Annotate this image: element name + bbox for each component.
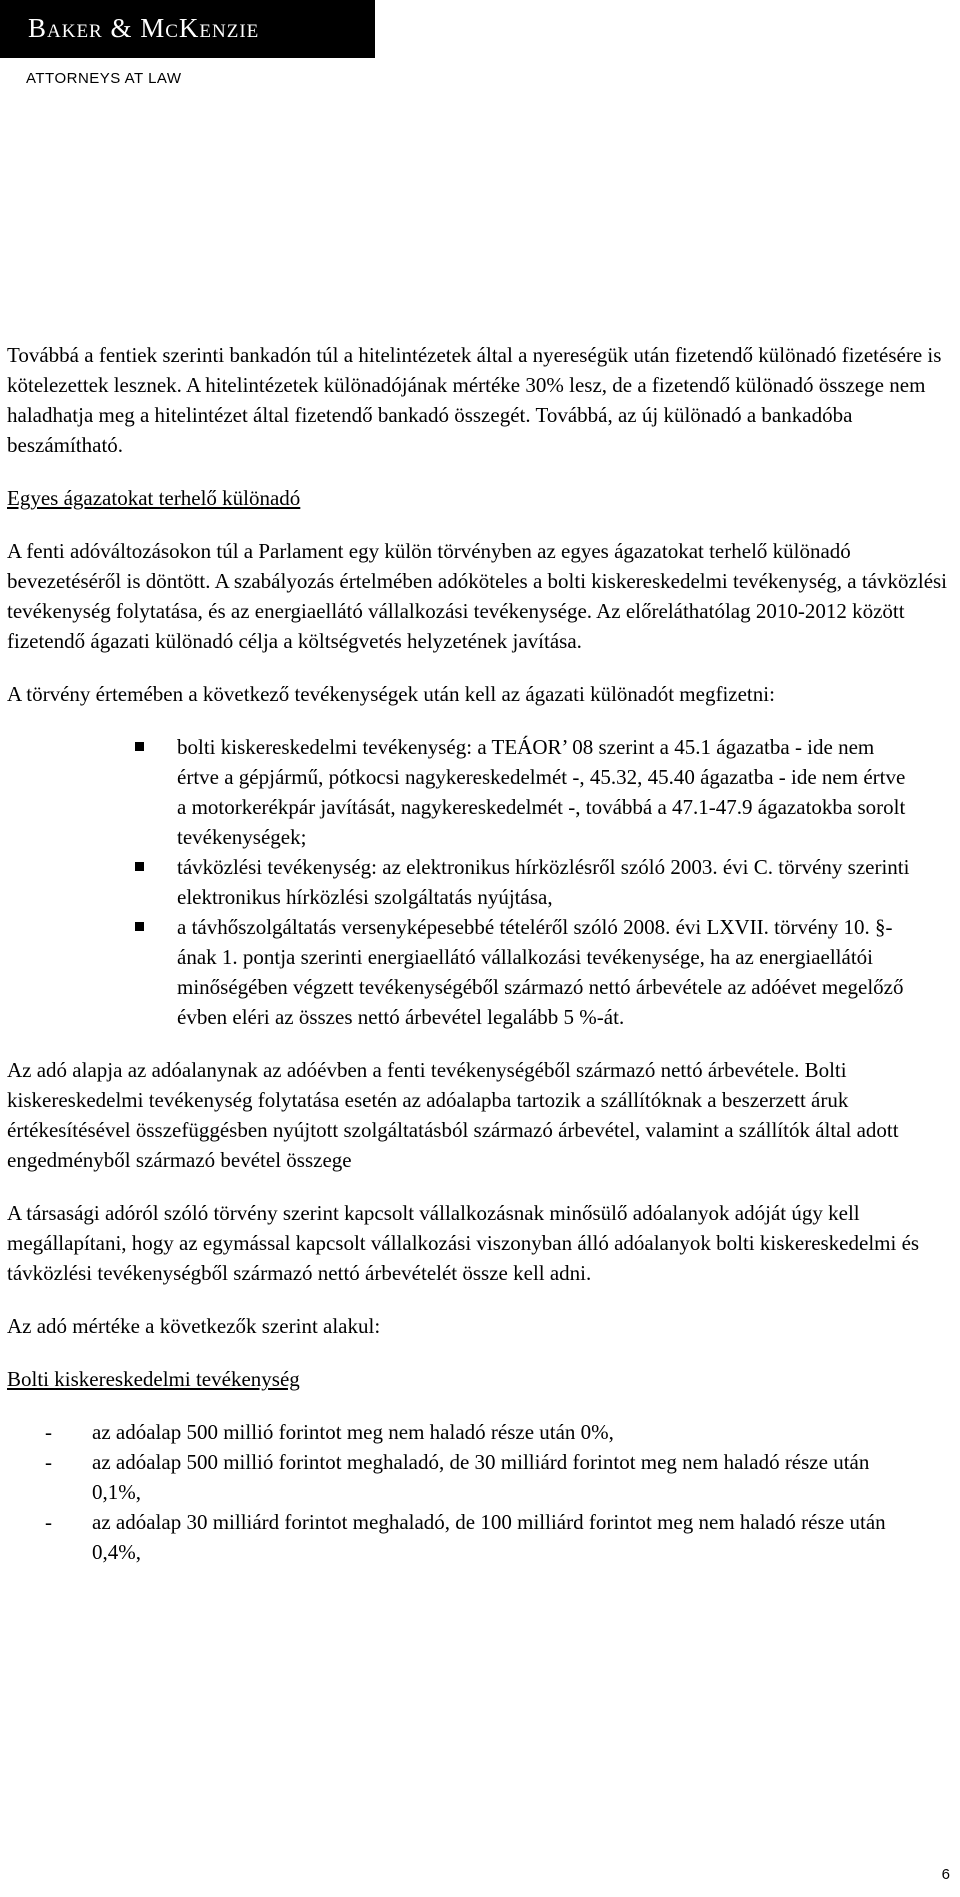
activities-list <box>7 732 952 1032</box>
retail-heading: Bolti kiskereskedelmi tevékenység <box>7 1367 300 1391</box>
list-item <box>7 912 952 1032</box>
square-bullet-icon <box>135 742 144 751</box>
intro-paragraph: Továbbá a fentiek szerinti bankadón túl a hitelintézetek által a nyereségük után fizetendő különadó fizetésére is kötelezettek lesznek. A hitelintézetek különadójának mértéke 30% lesz, de a fizetendő különadó összege nem haladhatja meg a hitelintézet által fizetendő bankadó összegét. Továbbá, az új különadó a bankadóba beszámítható. <box>7 343 942 457</box>
list-item-text: a távhőszolgáltatás versenyképesebbé tételéről szóló 2008. évi LXVII. törvény 10. §-ának 1. pontja szerinti energiaellátó vállalkozási tevékenysége, ha az energiaellátói minőségében végzett tevékenységéből származó nettó árbevétele az adóévet megelőző évben eléri az összes nettó árbevétel legalább 5 %-át. <box>177 915 904 1029</box>
list-item <box>7 732 952 852</box>
dash-bullet-icon: - <box>45 1450 52 1474</box>
firm-name: Baker & McKenzie <box>28 13 260 43</box>
square-bullet-icon <box>135 862 144 871</box>
list-item-text: az adóalap 500 millió forintot meghaladó, de 30 milliárd forintot meg nem haladó része után 0,1%, <box>92 1450 870 1504</box>
firm-logo <box>0 0 375 58</box>
square-bullet-icon <box>135 922 144 931</box>
list-item <box>7 1507 952 1567</box>
related-companies-paragraph: A társasági adóról szóló törvény szerint kapcsolt vállalkozásnak minősülő adóalanyok adóját úgy kell megállapítani, hogy az egymással kapcsolt vállalkozási viszonyban álló adóalanyok bolti kiskereskedelmi és távközlési tevékenységből származó nettó árbevételét össze kell adni. <box>7 1201 920 1285</box>
retail-rates-list <box>7 1417 952 1567</box>
list-item <box>7 1417 952 1447</box>
section-body-paragraph: A fenti adóváltozásokon túl a Parlament egy külön törvényben az egyes ágazatokat terhelő különadó bevezetéséről is döntött. A szabályozás értelmében adóköteles a bolti kiskereskedelmi tevékenység, a távközlési tevékenység folytatása, és az energiaellátó vállalkozási tevékenysége. Az előreláthatólag 2010-2012 között fizetendő ágazati különadó célja a költségvetés helyzetének javítása. <box>7 539 948 653</box>
rate-intro-paragraph: Az adó mértéke a következők szerint alakul: <box>7 1314 381 1338</box>
dash-bullet-icon: - <box>45 1510 52 1534</box>
list-item <box>7 1447 952 1507</box>
section-heading: Egyes ágazatokat terhelő különadó <box>7 486 301 510</box>
list-item-text: távközlési tevékenység: az elektronikus hírközlésről szóló 2003. évi C. törvény szerinti elektronikus hírközlési szolgáltatás nyújtása, <box>177 855 910 909</box>
page-number: 6 <box>941 1866 950 1883</box>
list-item-text: az adóalap 500 millió forintot meg nem haladó része után 0%, <box>92 1420 614 1444</box>
activities-intro-paragraph: A törvény értemében a következő tevékenységek után kell az ágazati különadót megfizetni: <box>7 682 775 706</box>
firm-tagline: ATTORNEYS AT LAW <box>26 70 182 87</box>
list-item-text: bolti kiskereskedelmi tevékenység: a TEÁOR’ 08 szerint a 45.1 ágazatba - ide nem értve a gépjármű, pótkocsi nagykereskedelmét -, 45.32, 45.40 ágazatba - ide nem értve a motorkerékpár javítását, nagykereskedelmét -, továbbá a 47.1-47.9 ágazatokba sorolt tevékenységek; <box>177 735 906 849</box>
dash-bullet-icon: - <box>45 1420 52 1444</box>
list-item <box>7 852 952 912</box>
tax-base-paragraph: Az adó alapja az adóalanynak az adóévben a fenti tevékenységéből származó nettó árbevétele. Bolti kiskereskedelmi tevékenység folytatása esetén az adóalapba tartozik a szállítóknak a beszerzett áruk értékesítésével összefüggésben nyújtott szolgáltatásból származó árbevétel, valamint a szállítók által adott engedményből származó bevétel összege <box>7 1058 899 1172</box>
list-item-text: az adóalap 30 milliárd forintot meghaladó, de 100 milliárd forintot meg nem haladó része után 0,4%, <box>92 1510 886 1564</box>
document-body <box>7 340 952 1567</box>
